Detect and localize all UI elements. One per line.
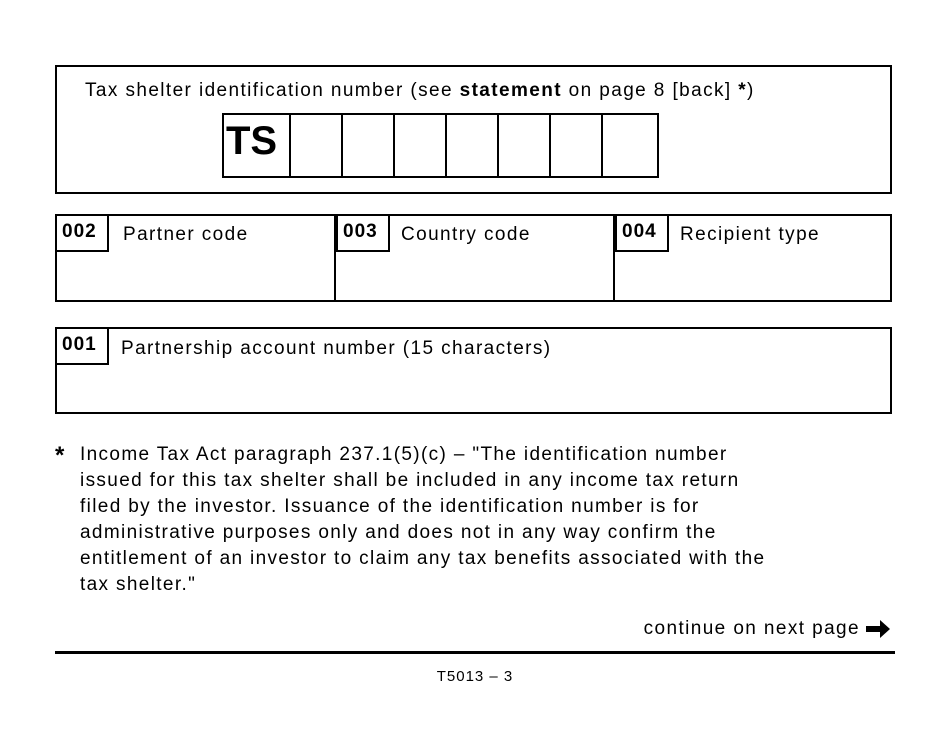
digit-cell[interactable] [289,115,341,176]
label-text: ) [747,80,755,101]
footnote-line: entitlement of an investor to claim any tax benefits associated with the [80,548,766,569]
recipient-type-field[interactable] [615,216,890,300]
field-label: Country code [401,224,531,245]
footnote-line: filed by the investor. Issuance of the identification number is for [80,496,700,517]
field-code: 001 [55,327,109,365]
continue-label: continue on next page [643,618,860,639]
divider-line [55,651,895,654]
footnote-line: administrative purposes only and does not in any way confirm the [80,522,717,543]
label-text: Tax shelter identification number (see [85,80,460,101]
digit-cell[interactable] [601,115,657,176]
tax-shelter-label [85,80,755,102]
partnership-account-field[interactable] [55,327,892,414]
page-number: T5013 – 3 [436,668,514,685]
partner-code-field[interactable] [57,216,334,300]
asterisk: * [738,80,748,101]
digit-cell[interactable] [497,115,549,176]
footnote [80,442,910,598]
codes-row [55,214,892,302]
continue-link [644,618,892,640]
digit-cell[interactable] [549,115,601,176]
label-text: on page 8 [back] [561,80,739,101]
tax-shelter-number-field[interactable] [222,113,659,178]
country-code-field[interactable] [336,216,613,300]
field-code: 002 [55,214,109,252]
ts-prefix: TS [226,119,278,163]
footnote-line: issued for this tax shelter shall be included in any income tax return [80,470,740,491]
field-code: 004 [615,214,669,252]
field-code: 003 [336,214,390,252]
footnote-line: Income Tax Act paragraph 237.1(5)(c) – "The identification number [80,444,728,465]
arrow-right-icon [864,618,892,640]
digit-cell[interactable] [341,115,393,176]
field-label: Partnership account number (15 characters) [121,338,552,359]
footnote-marker: * [55,442,65,469]
digit-cell[interactable] [445,115,497,176]
statement-link: statement [459,80,562,101]
digit-cell[interactable] [393,115,445,176]
footnote-line: tax shelter." [80,574,197,595]
field-label: Partner code [123,224,249,245]
tax-shelter-section [55,65,892,194]
field-label: Recipient type [680,224,821,245]
